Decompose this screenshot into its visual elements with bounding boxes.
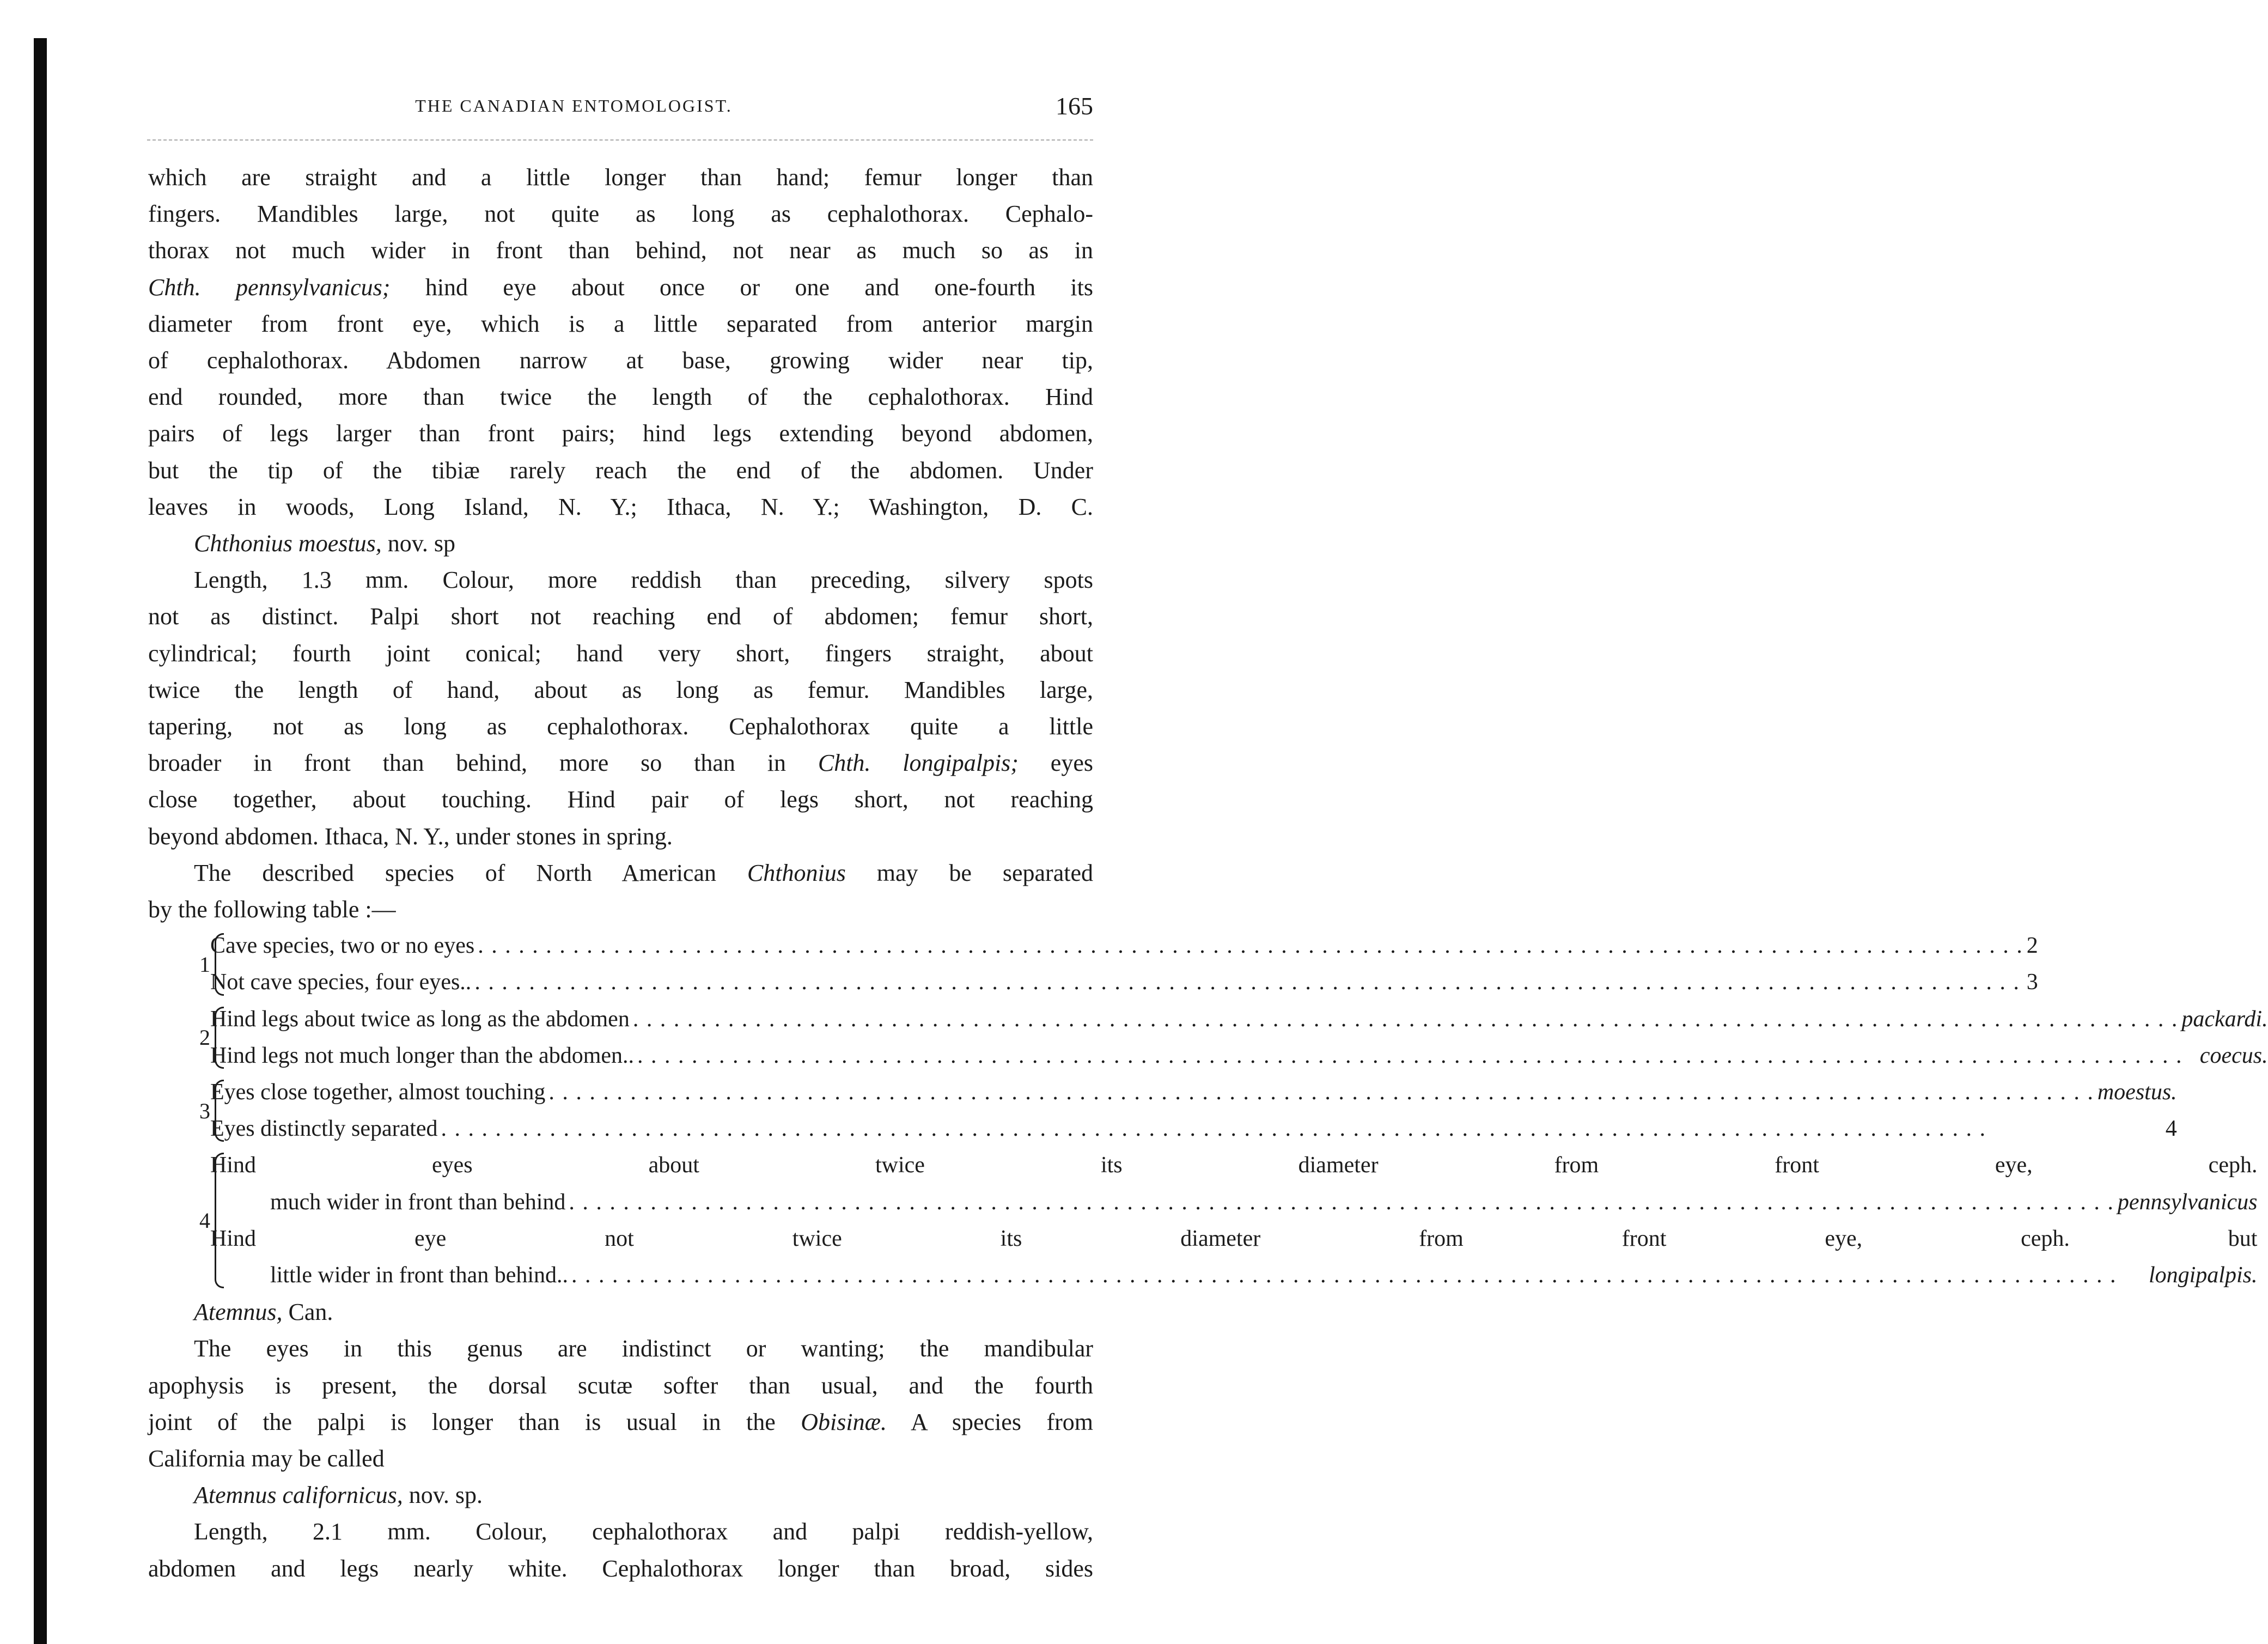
couplet-number: 3: [199, 1098, 210, 1123]
text-line: fingers. Mandibles large, not quite as long as cephalothorax. Cephalo-: [148, 200, 1093, 228]
key-lead: Eyes close together, almost touching . . . moestus.: [210, 1074, 2177, 1111]
text-line: by the following table :—: [148, 896, 396, 923]
text-line: Length, 2.1 mm. Colour, cephalothorax and palpi reddish-yellow,: [194, 1518, 1093, 1545]
taxon-name: Chth. longipalpis;: [818, 750, 1019, 777]
text-line: pairs of legs larger than front pairs; hind legs extending beyond abdomen,: [148, 420, 1093, 447]
text-line: diameter from front eye, which is a little separated from anterior margin: [148, 310, 1093, 337]
text-line: beyond abdomen. Ithaca, N. Y., under stones in spring.: [148, 823, 673, 850]
taxon-name: Chth. pennsylvanicus;: [148, 273, 391, 301]
text-line: The eyes in this genus are indistinct or wanting; the mandibular: [194, 1335, 1093, 1362]
key-couplet: [199, 928, 2038, 1001]
text-line: Chth. pennsylvanicus; hind eye about once or one and one-fourth its: [148, 273, 1094, 301]
key-couplet: [199, 1001, 2268, 1074]
text-line: but the tip of the tibiæ rarely reach the end of the abdomen. Under: [148, 456, 1093, 484]
text-line: twice the length of hand, about as long as femur. Mandibles large,: [148, 676, 1093, 703]
text-line: California may be called: [148, 1445, 385, 1472]
text-line: The described species of North American Chthonius may be separated: [194, 859, 1093, 886]
identification-key: [199, 928, 2268, 1294]
header-rule: [147, 139, 1093, 141]
key-lead: Cave species, two or no eyes . . . 2: [210, 928, 2038, 964]
text-line: not as distinct. Palpi short not reaching end of abdomen; femur short,: [148, 603, 1093, 630]
key-lead: Hind legs not much longer than the abdomen.. . . . coecus.: [210, 1038, 2268, 1074]
key-lead: Eyes distinctly separated . . . 4: [210, 1111, 2177, 1147]
text-line: leaves in woods, Long Island, N. Y.; Ithaca, N. Y.; Washington, D. C.: [148, 493, 1093, 520]
text-line: of cephalothorax. Abdomen narrow at base, growing wider near tip,: [148, 347, 1093, 374]
species-heading: Chthonius moestus, nov. sp: [194, 530, 455, 557]
couplet-number: 2: [199, 1025, 210, 1050]
running-title: THE CANADIAN ENTOMOLOGIST.: [415, 96, 733, 115]
text-line: broader in front than behind, more so than in Chth. longipalpis; eyes: [148, 750, 1093, 777]
genus-heading: Atemnus, Can.: [194, 1299, 333, 1326]
text-line: end rounded, more than twice the length of the cephalothorax. Hind: [148, 383, 1093, 411]
page-body: [148, 159, 2268, 1587]
key-lead: Not cave species, four eyes.. . . . 3: [210, 964, 2038, 1001]
key-lead: Hind eye not twice its diameter from front eye, ceph. but: [210, 1226, 2258, 1251]
key-lead: Hind legs about twice as long as the abdomen . . . packardi.: [210, 1001, 2268, 1038]
couplet-number: 4: [199, 1208, 210, 1233]
text-line: apophysis is present, the dorsal scutæ softer than usual, and the fourth: [148, 1372, 1093, 1399]
text-line: abdomen and legs nearly white. Cephalothorax longer than broad, sides: [148, 1555, 1093, 1582]
page-number: 165: [1056, 92, 1093, 120]
text-line: close together, about touching. Hind pair of legs short, not reaching: [148, 786, 1093, 813]
key-lead: Hind eyes about twice its diameter from front eye, ceph.: [210, 1153, 2258, 1178]
text-line: thorax not much wider in front than behind, not near as much so as in: [148, 237, 1093, 264]
key-couplet: [199, 1074, 2177, 1147]
key-couplet: [199, 1147, 2258, 1294]
key-lead: little wider in front than behind.. . . . longipalpis.: [210, 1257, 2257, 1294]
species-heading: Atemnus californicus, nov. sp.: [194, 1482, 483, 1509]
taxon-name: Chthonius: [747, 859, 846, 886]
text-line: cylindrical; fourth joint conical; hand very short, fingers straight, about: [148, 640, 1093, 667]
taxon-name: Obisinæ.: [801, 1408, 887, 1435]
text-line: which are straight and a little longer than hand; femur longer than: [148, 164, 1093, 191]
page-edge-shadow: [34, 38, 47, 1644]
page-header: [147, 92, 1093, 124]
text-line: joint of the palpi is longer than is usual in the Obisinæ. A species from: [148, 1408, 1093, 1435]
text-line: tapering, not as long as cephalothorax. Cephalothorax quite a little: [148, 713, 1093, 740]
couplet-number: 1: [199, 952, 210, 977]
key-lead: much wider in front than behind . . . pennsylvanicus: [210, 1184, 2257, 1221]
text-line: Length, 1.3 mm. Colour, more reddish than preceding, silvery spots: [194, 567, 1093, 594]
